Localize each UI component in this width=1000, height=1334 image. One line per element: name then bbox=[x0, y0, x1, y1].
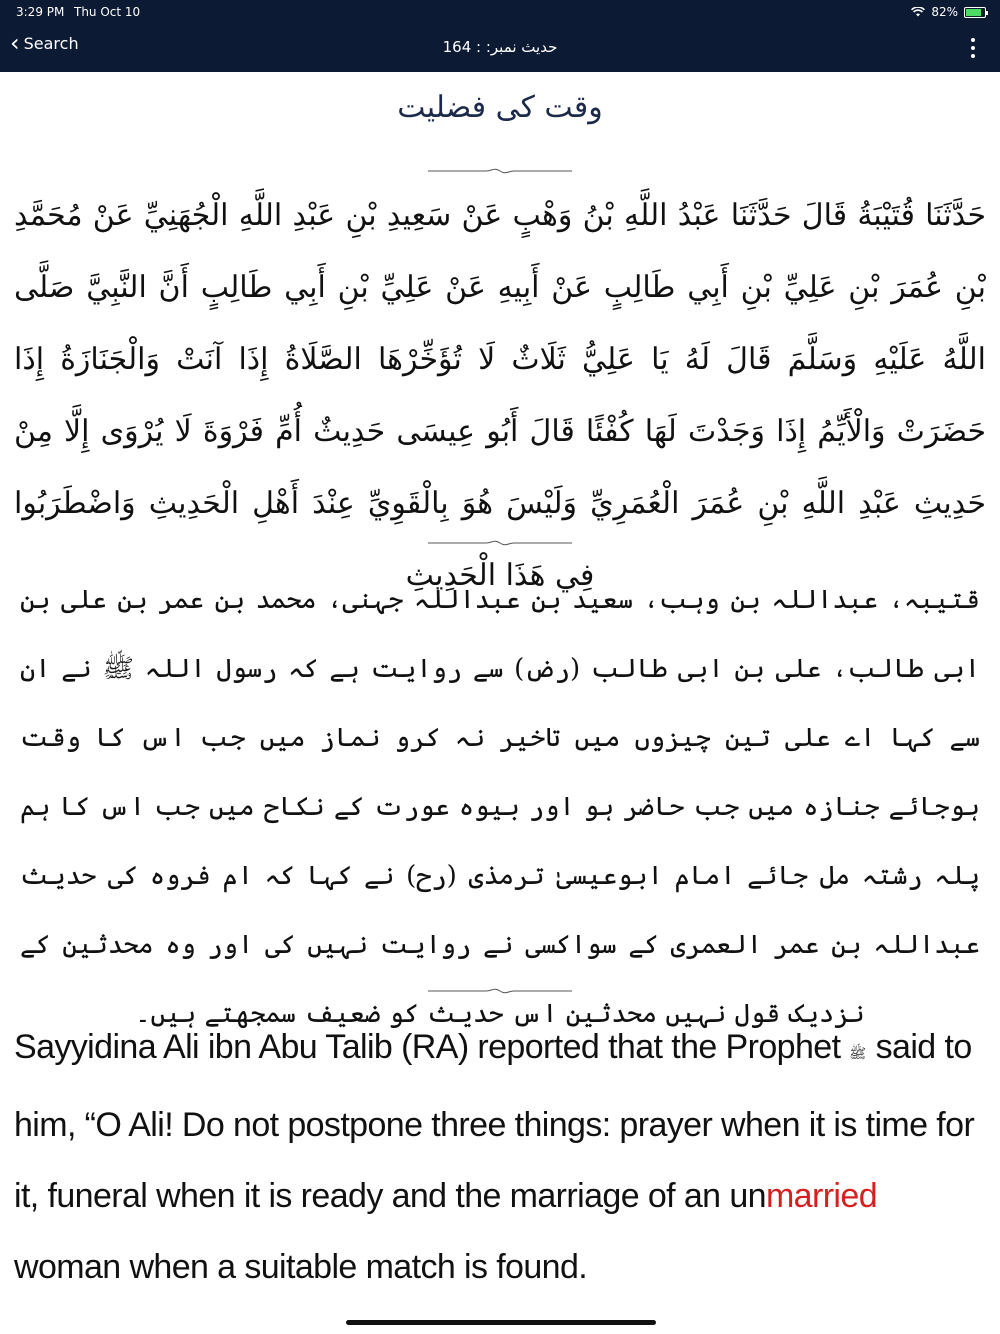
status-bar bbox=[0, 0, 1000, 24]
status-right bbox=[911, 5, 986, 19]
back-label: Search bbox=[23, 34, 79, 53]
hadith-number-title: حدیث نمبر: : 164 bbox=[442, 38, 558, 56]
wifi-icon bbox=[911, 7, 925, 17]
status-time: 3:29 PM bbox=[16, 5, 65, 19]
navigation-bar bbox=[0, 24, 1000, 72]
battery-icon bbox=[964, 7, 986, 18]
arabic-text: حَدَّثَنَا قُتَيْبَةُ قَالَ حَدَّثَنَا عَبْدُ اللَّهِ بْنُ وَهْبٍ عَنْ سَعِيدِ بْنِ عَبْدِ اللَّهِ الْجُهَنِيِّ عَنْ مُحَمَّدِ بْنِ عُمَرَ بْنِ عَلِيِّ بْنِ أَبِي طَالِبٍ عَنْ أَبِيهِ عَنْ عَلِيِّ بْنِ أَبِي طَالِبٍ أَنَّ النَّبِيَّ صَلَّى اللَّهُ عَلَيْهِ وَسَلَّمَ قَالَ لَهُ يَا عَلِيُّ ثَلَاثٌ لَا تُؤَخِّرْهَا الصَّلَاةُ إِذَا آنَتْ وَالْجَنَازَةُ إِذَا حَضَرَتْ وَالْأَيِّمُ إِذَا وَجَدْتَ لَهَا كُفْئًا قَالَ أَبُو عِيسَى حَدِيثٌ أُمِّ فَرْوَةَ لَا يُرْوَى إِلَّا مِنْ حَدِيثِ عَبْدِ اللَّهِ بْنِ عُمَرَ الْعُمَرِيِّ وَلَيْسَ هُوَ بِالْقَوِيِّ عِنْدَ أَهْلِ الْحَدِيثِ وَاضْطَرَبُوا فِي هَذَا الْحَدِيثِ bbox=[14, 198, 986, 593]
battery-percent: 82% bbox=[931, 5, 958, 19]
highlighted-word: married bbox=[765, 1177, 878, 1215]
chevron-left-icon: ‹ bbox=[10, 28, 20, 57]
top-bar bbox=[0, 0, 1000, 72]
hadith-content[interactable] bbox=[0, 72, 1000, 1334]
english-part-2: said to him, “O Ali! Do not postpone three things: prayer when it is time for it, funeral when it is ready and the marriage of an un bbox=[14, 1028, 975, 1215]
urdu-translation: قتیبہ، عبداللہ بن وہب، سعید بن عبداللہ جہنی، محمد بن عمر بن علی بن ابی طالب، علی بن ابی طالب (رض) سے روایت ہے کہ رسول اللہ ﷺ نے ان سے کہا اے علی تین چیزوں میں تاخیر نہ کرو نماز میں جب اس کا وقت ہوجائے جنازہ میں جب حاضر ہو اور بیوہ عورت کے نکاح میں جب اس کا ہم پلہ رشتہ مل جائے امام ابوعیسیٰ ترمذی (رح) نے کہا کہ ام فروہ کی حدیث عبداللہ بن عمر العمری کے سواکسی نے روایت نہیں کی اور وہ محدثین کے نزدیک قول نہیں محدثین اس حدیث کو ضعیف سمجھتے ہیں۔ bbox=[20, 585, 980, 1029]
chapter-title: وقت کی فضلیت bbox=[397, 90, 603, 125]
ornament-divider bbox=[428, 984, 572, 998]
english-part-1: Sayyidina Ali ibn Abu Talib (RA) reported that the Prophet bbox=[14, 1028, 850, 1066]
home-indicator[interactable] bbox=[346, 1320, 656, 1325]
english-part-3: woman when a suitable match is found. bbox=[14, 1248, 588, 1286]
status-date: Thu Oct 10 bbox=[74, 5, 141, 19]
ornament-divider bbox=[428, 536, 572, 550]
more-options-icon[interactable] bbox=[970, 38, 976, 58]
english-translation bbox=[14, 1012, 986, 1303]
salawat-glyph: ﷺ bbox=[849, 1046, 867, 1062]
ornament-divider bbox=[428, 164, 572, 178]
